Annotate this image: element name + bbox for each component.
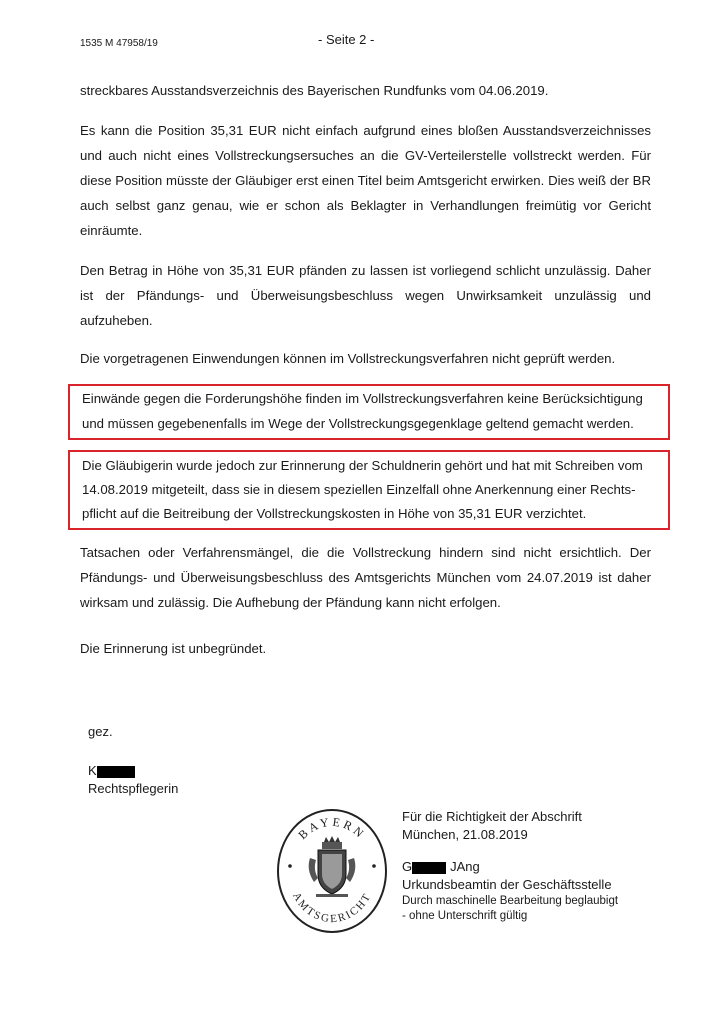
highlight-box-objections bbox=[68, 384, 670, 440]
signer-initial: K bbox=[88, 763, 97, 778]
paragraph-amount: Den Betrag in Höhe von 35,31 EUR pfänden zu lassen ist vorliegend schlicht unzulässig. Daher ist der Pfändungs- und Überweisungsbeschluss wegen Unwirksamkeit unzulässig und aufzuheben. bbox=[80, 263, 651, 328]
certification-note: Durch maschinelle Bearbeitung beglaubigt bbox=[402, 895, 619, 907]
paragraph-continuation: streckbares Ausstandsverzeichnis des Bayerischen Rundfunks vom 04.06.2019. bbox=[80, 83, 549, 98]
certification-title: Für die Richtigkeit der Abschrift bbox=[402, 809, 582, 824]
certification-note: - ohne Unterschrift gültig bbox=[402, 910, 528, 922]
page-number: - Seite 2 - bbox=[318, 32, 375, 47]
clerk-role: Urkundsbeamtin der Geschäftsstelle bbox=[402, 877, 612, 892]
paragraph-objections: Die vorgetragenen Einwendungen können im Vollstreckungsverfahren nicht geprüft werden. bbox=[80, 351, 616, 366]
certification-place-date: München, 21.08.2019 bbox=[402, 827, 528, 842]
paragraph-position: Es kann die Position 35,31 EUR nicht einfach aufgrund eines bloßen Ausstandsverzeichnisses und auch nicht eines Vollstreckungsersuches an die GV-Verteilerstelle vollstreckt werden. Für diese Position müsste der Gläubiger erst einen Titel beim Amtsgericht erwirken. Dies weiß der BR auch selbst ganz genau, wie er schon als Beklagter in Verhandlungen freimütig vor Gericht einräumte. bbox=[80, 123, 651, 238]
signer-role: Rechtspflegerin bbox=[88, 781, 179, 796]
redaction-bar bbox=[412, 862, 446, 874]
highlight-line: Einwände gegen die Forderungshöhe finden im Vollstreckungsverfahren keine Berücksichtigung bbox=[82, 391, 643, 406]
signed-marker: gez. bbox=[88, 724, 113, 739]
court-seal-icon bbox=[276, 808, 388, 934]
highlight-line: pflicht auf die Beitreibung der Vollstreckungskosten in Höhe von 35,31 EUR verzichtet. bbox=[82, 506, 587, 521]
file-reference: 1535 M 47958/19 bbox=[80, 38, 158, 49]
coat-of-arms-icon bbox=[309, 836, 356, 897]
paragraph-result: Die Erinnerung ist unbegründet. bbox=[80, 641, 267, 656]
clerk-suffix: JAng bbox=[450, 859, 480, 874]
signature-block bbox=[88, 762, 178, 798]
certification-block bbox=[402, 808, 618, 924]
paragraph-conclusion: Tatsachen oder Verfahrensmängel, die die Vollstreckung hindern sind nicht ersichtlich. Der Pfändungs- und Überweisungsbeschluss des Amtsgerichts München vom 24.07.2019 ist daher wirksam und zulässig. Die Aufhebung der Pfändung kann nicht erfolgen. bbox=[80, 545, 651, 610]
highlight-line: und müssen gegebenenfalls im Wege der Vollstreckungsgegenklage geltend gemacht werden. bbox=[82, 416, 634, 431]
highlight-box-creditor bbox=[68, 450, 670, 530]
highlight-line: 14.08.2019 mitgeteilt, dass sie in diesem speziellen Einzelfall ohne Anerkennung einer Rechts- bbox=[82, 482, 636, 497]
redaction-bar bbox=[97, 766, 135, 778]
seal-top-text: BAYERN bbox=[295, 814, 369, 843]
seal-bottom-text: AMTSGERICHT bbox=[290, 890, 374, 926]
highlight-line: Die Gläubigerin wurde jedoch zur Erinnerung der Schuldnerin gehört und hat mit Schreiben vom bbox=[82, 458, 643, 473]
clerk-initial: G bbox=[402, 859, 413, 874]
